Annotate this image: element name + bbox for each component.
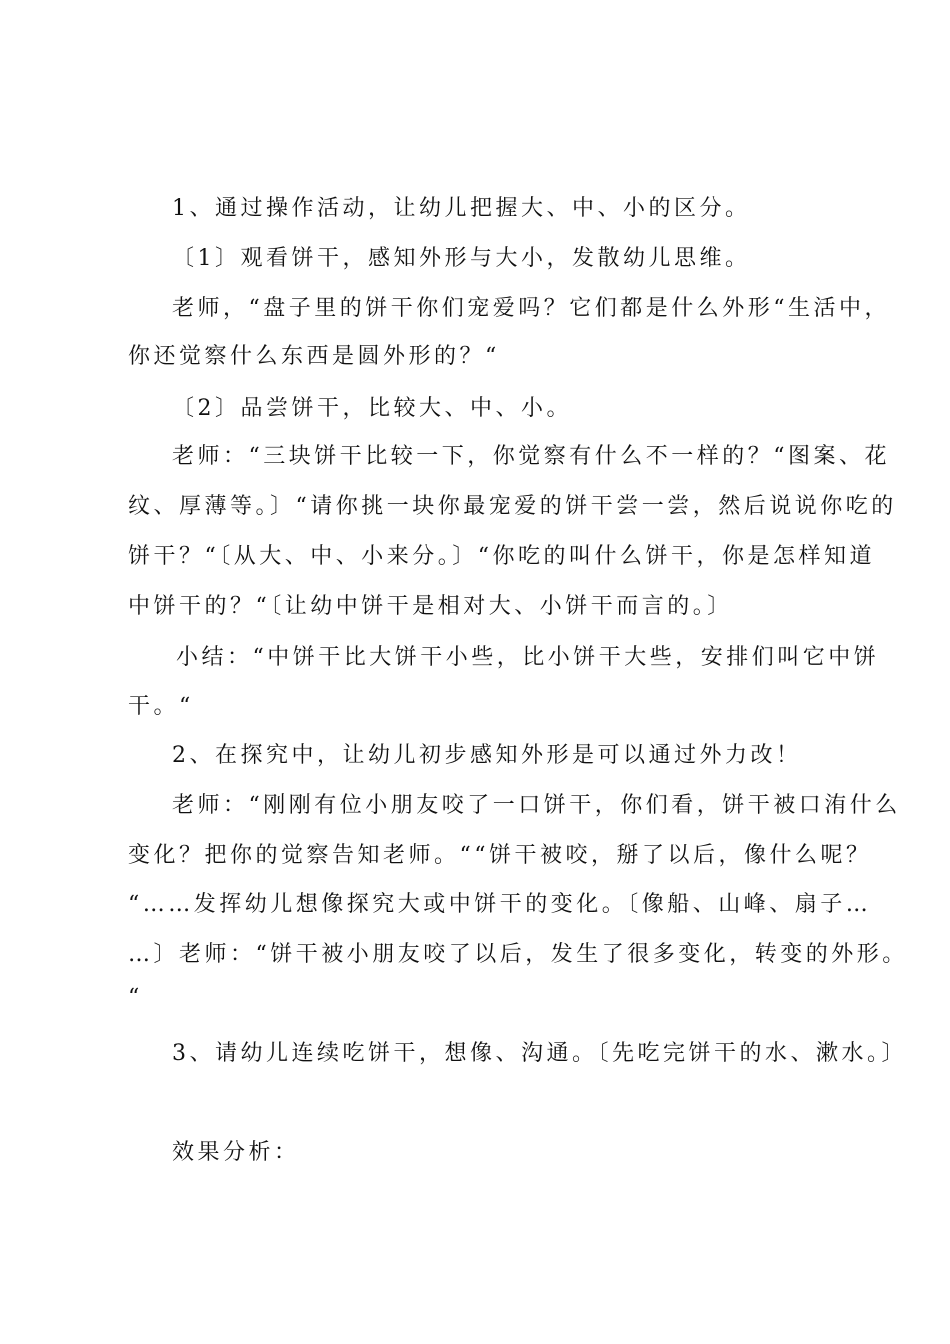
line-03: 老师，“盘子里的饼干你们宠爱吗？它们都是什么外形“生活中，: [172, 296, 890, 321]
line-14: 变化？把你的觉察告知老师。““饼干被咬，掰了以后，像什么呢？: [128, 843, 872, 868]
line-08: 饼干？“〔从大、中、小来分。〕“你吃的叫什么饼干，你是怎样知道: [128, 544, 875, 569]
line-01: 1、通过操作活动，让幼儿把握大、中、小的区分。: [172, 196, 751, 221]
line-10: 小结：“中饼干比大饼干小些，比小饼干大些，安排们叫它中饼: [176, 645, 880, 670]
line-12: 2、在探究中，让幼儿初步感知外形是可以通过外力改！: [172, 743, 802, 768]
line-15: “……发挥幼儿想像探究大或中饼干的变化。〔像船、山峰、扇子…: [128, 892, 872, 917]
line-09: 中饼干的？“〔让幼中饼干是相对大、小饼干而言的。〕: [128, 594, 733, 619]
line-04: 你还觉察什么东西是圆外形的？“: [128, 344, 500, 369]
line-17: “: [128, 985, 143, 1010]
line-07: 纹、厚薄等。〕“请你挑一块你最宠爱的饼干尝一尝，然后说说你吃的: [128, 494, 897, 519]
line-13: 老师：“刚刚有位小朋友咬了一口饼干，你们看，饼干被口洧什么: [172, 793, 901, 818]
line-18: 3、请幼儿连续吃饼干，想像、沟通。〔先吃完饼干的水、漱水。〕: [172, 1041, 907, 1066]
line-05: 〔2〕品尝饼干，比较大、中、小。: [172, 396, 572, 421]
line-16: …〕老师：“饼干被小朋友咬了以后，发生了很多变化，转变的外形。: [128, 942, 908, 967]
line-06: 老师：“三块饼干比较一下，你觉察有什么不一样的？“图案、花: [172, 444, 890, 469]
section-heading-results: 效果分析：: [172, 1140, 300, 1165]
line-11: 干。“: [128, 694, 194, 719]
line-02: 〔1〕观看饼干，感知外形与大小，发散幼儿思维。: [172, 246, 751, 271]
